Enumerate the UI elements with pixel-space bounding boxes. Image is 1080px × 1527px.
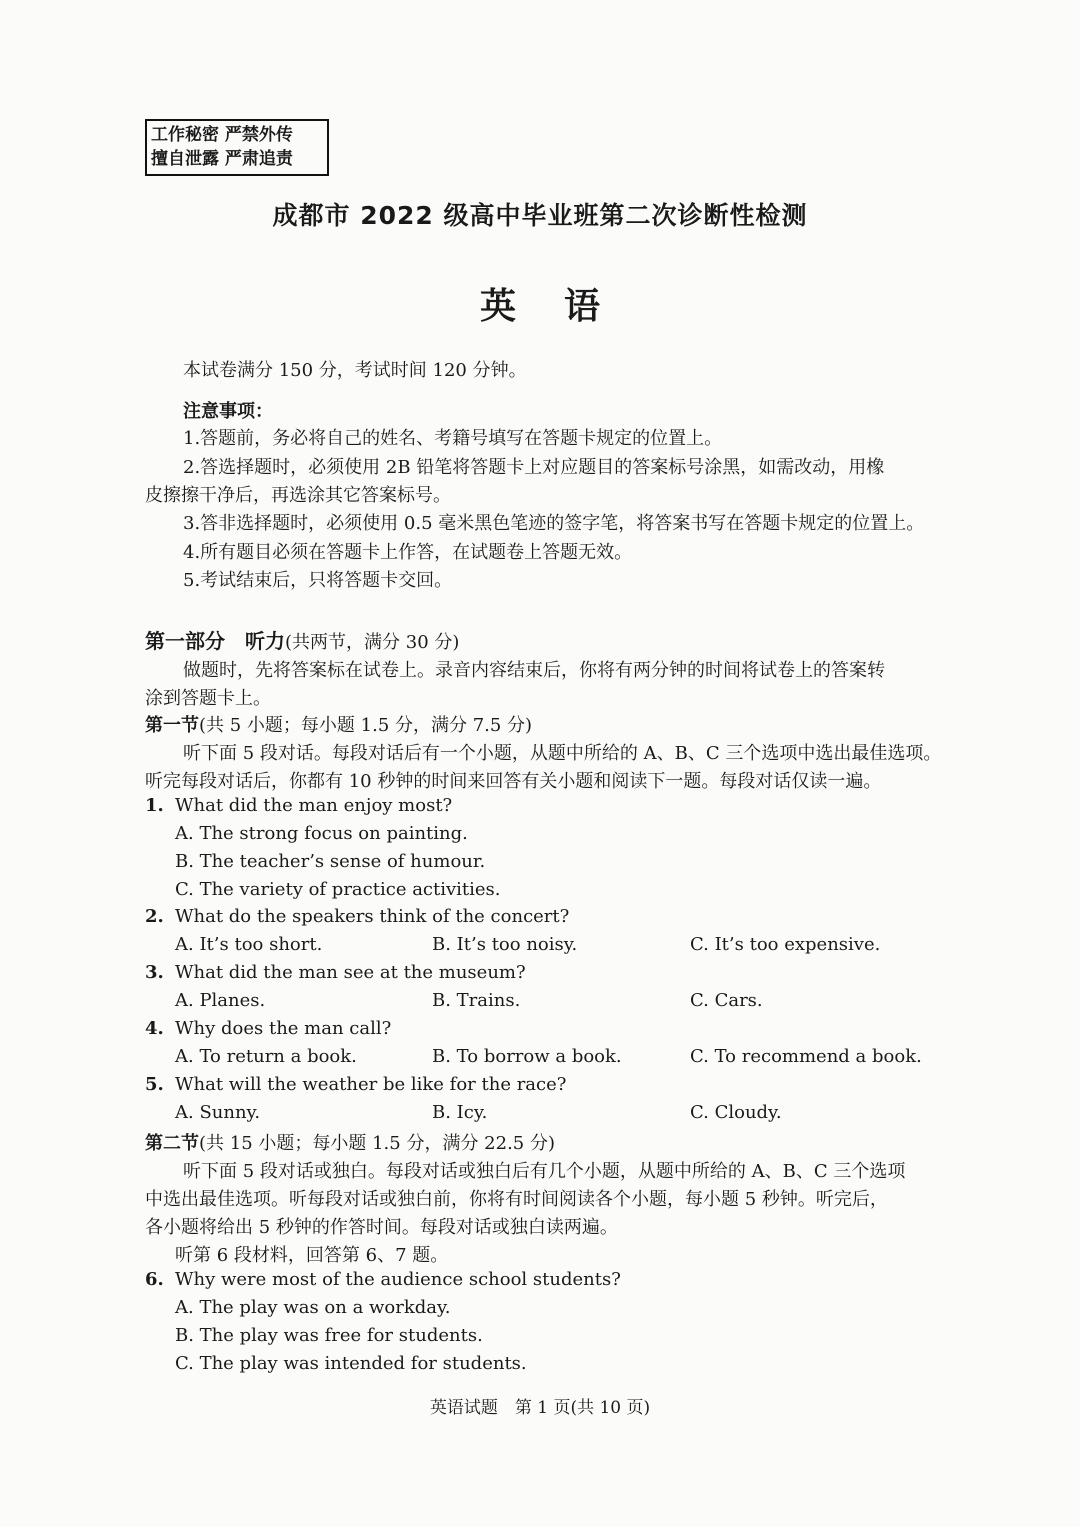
question-6-option-b: B. The play was free for students. [175, 1325, 483, 1346]
confidential-stamp [145, 119, 329, 176]
question-6-text: Why were most of the audience school students? [175, 1269, 621, 1290]
question-6-number: 6. [145, 1269, 164, 1290]
score-time-info: 本试卷满分 150 分，考试时间 120 分钟。 [183, 360, 527, 381]
question-5-option-c: C. Cloudy. [690, 1102, 782, 1123]
question-2-number: 2. [145, 906, 164, 927]
section2-heading [145, 1129, 555, 1155]
notice-5: 5.考试结束后，只将答题卡交回。 [183, 570, 453, 591]
question-1-text: What did the man enjoy most? [175, 795, 453, 816]
question-3-option-b: B. Trains. [432, 990, 521, 1011]
part1-heading-bold: 第一部分 听力 [145, 629, 285, 653]
section2-heading-bold: 第二节 [145, 1133, 199, 1154]
notice-2a: 2.答选择题时，必须使用 2B 铅笔将答题卡上对应题目的答案标号涂黑，如需改动，用橡 [183, 457, 885, 478]
question-3-option-c: C. Cars. [690, 990, 763, 1011]
question-5-number: 5. [145, 1074, 164, 1095]
page-footer: 英语试题 第 1 页(共 10 页) [429, 1398, 651, 1418]
question-5-text: What will the weather be like for the race? [175, 1074, 567, 1095]
question-3-text: What did the man see at the museum? [175, 962, 526, 983]
question-4-option-b: B. To borrow a book. [432, 1046, 622, 1067]
question-4-text: Why does the man call? [175, 1018, 392, 1039]
question-4-number: 4. [145, 1018, 164, 1039]
notice-3: 3.答非选择题时，必须使用 0.5 毫米黑色笔迹的签字笔，将答案书写在答题卡规定的位置上。 [183, 513, 925, 534]
notice-4: 4.所有题目必须在答题卡上作答，在试题卷上答题无效。 [183, 542, 633, 563]
section1-instruction-a: 听下面 5 段对话。每段对话后有一个小题，从题中所给的 A、B、C 三个选项中选出最佳选项。 [183, 743, 942, 764]
subject-title: 英语 [479, 286, 648, 327]
confidential-line-2: 擅自泄露 严肃追责 [151, 149, 293, 169]
question-3-option-a: A. Planes. [175, 990, 266, 1011]
section2-heading-rest: (共 15 小题；每小题 1.5 分，满分 22.5 分) [199, 1133, 555, 1154]
question-2-option-c: C. It’s too expensive. [690, 934, 881, 955]
question-6-option-c: C. The play was intended for students. [175, 1353, 527, 1374]
notice-1: 1.答题前，务必将自己的姓名、考籍号填写在答题卡规定的位置上。 [183, 428, 723, 449]
section2-instruction-a: 听下面 5 段对话或独白。每段对话或独白后有几个小题，从题中所给的 A、B、C 三个选项 [183, 1161, 906, 1182]
question-5-option-a: A. Sunny. [175, 1102, 261, 1123]
question-1-option-b: B. The teacher’s sense of humour. [175, 851, 486, 872]
question-2-option-a: A. It’s too short. [175, 934, 323, 955]
question-2-text: What do the speakers think of the concert? [175, 906, 570, 927]
part1-instruction-a: 做题时，先将答案标在试卷上。录音内容结束后，你将有两分钟的时间将试卷上的答案转 [183, 660, 885, 681]
section1-heading [145, 711, 532, 737]
part1-heading-rest: (共两节，满分 30 分) [285, 632, 460, 653]
part1-instruction-b: 涂到答题卡上。 [145, 688, 271, 709]
notice-2b: 皮擦擦干净后，再选涂其它答案标号。 [145, 485, 451, 506]
notice-title: 注意事项： [183, 401, 273, 422]
question-3-number: 3. [145, 962, 164, 983]
question-4-option-c: C. To recommend a book. [690, 1046, 922, 1067]
section2-instruction-c: 各小题将给出 5 秒钟的作答时间。每段对话或独白读两遍。 [145, 1217, 618, 1238]
question-5-option-b: B. Icy. [432, 1102, 488, 1123]
section1-instruction-b: 听完每段对话后，你都有 10 秒钟的时间来回答有关小题和阅读下一题。每段对话仅读一遍。 [145, 771, 882, 792]
section1-heading-rest: (共 5 小题；每小题 1.5 分，满分 7.5 分) [199, 715, 533, 736]
material-6-instruction: 听第 6 段材料，回答第 6、7 题。 [175, 1245, 449, 1266]
question-2-option-b: B. It’s too noisy. [432, 934, 578, 955]
part1-heading [145, 625, 459, 654]
question-4-option-a: A. To return a book. [175, 1046, 357, 1067]
section2-instruction-b: 中选出最佳选项。听每段对话或独白前，你将有时间阅读各个小题，每小题 5 秒钟。听完后， [145, 1189, 888, 1210]
question-1-option-c: C. The variety of practice activities. [175, 879, 501, 900]
section1-heading-bold: 第一节 [145, 715, 199, 736]
question-1-number: 1. [145, 795, 164, 816]
question-6-option-a: A. The play was on a workday. [175, 1297, 451, 1318]
confidential-line-1: 工作秘密 严禁外传 [151, 125, 293, 145]
exam-title: 成都市 2022 级高中毕业班第二次诊断性检测 [272, 201, 808, 230]
question-1-option-a: A. The strong focus on painting. [175, 823, 468, 844]
